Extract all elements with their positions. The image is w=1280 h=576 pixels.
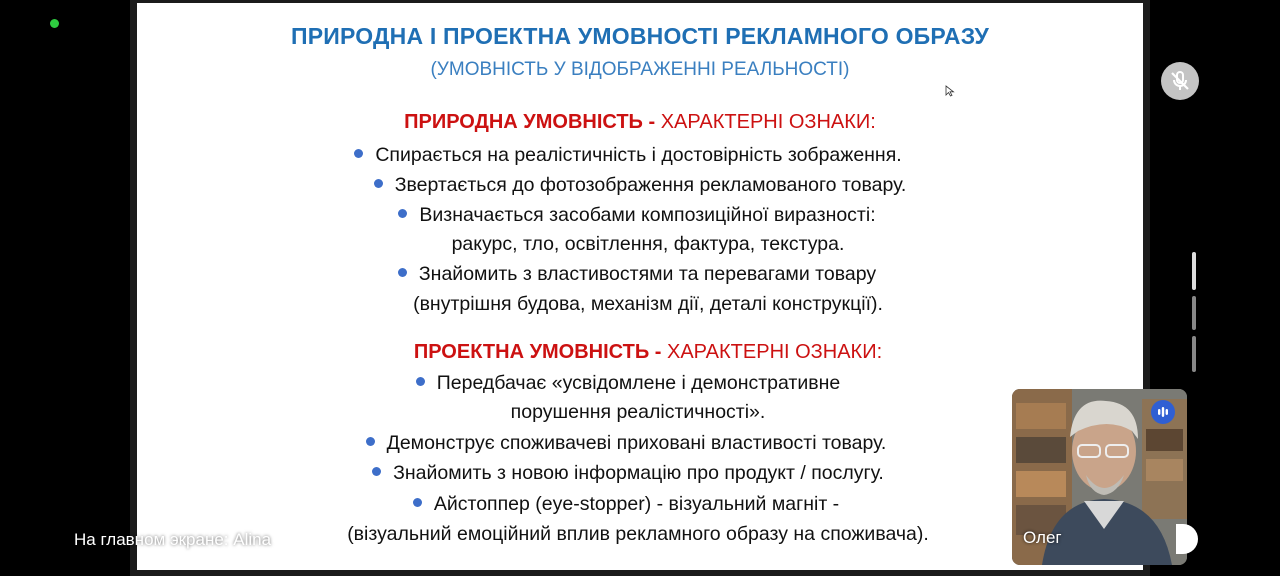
list-item-continuation: ракурс, тло, освітлення, фактура, текстура. — [451, 233, 845, 255]
presentation-slide — [137, 3, 1143, 570]
screen-share-label: На главном экране: Alina — [74, 530, 272, 549]
list-item: Визначається засобами композиційної виразності: — [134, 204, 1140, 227]
list-item: Знайомить з властивостями та перевагами товару — [134, 263, 1140, 286]
slide-subtitle: (УМОВНІСТЬ У ВІДОБРАЖЕННІ РЕАЛЬНОСТІ) — [430, 59, 850, 80]
status-indicator — [50, 19, 59, 28]
scroll-indicator[interactable] — [1192, 252, 1196, 290]
participant-name: Олег — [1023, 528, 1062, 547]
scroll-indicator[interactable] — [1192, 296, 1196, 330]
floating-control[interactable] — [1176, 524, 1198, 554]
bullet-icon — [374, 179, 383, 188]
list-item: Знайомить з новою інформацію про продукт / послугу. — [125, 462, 1131, 485]
list-item-continuation: (візуальний емоційний вплив рекламного образу на споживача). — [347, 523, 929, 545]
slide-title: ПРИРОДНА І ПРОЕКТНА УМОВНОСТІ РЕКЛАМНОГО ОБРАЗУ — [291, 23, 989, 49]
heading-bold: ПРИРОДНА УМОВНІСТЬ - — [404, 111, 656, 133]
mic-toggle-button[interactable] — [1161, 62, 1199, 100]
audio-level-icon — [1151, 400, 1175, 424]
section-heading-project — [145, 341, 1151, 364]
list-item-continuation: порушення реалістичності». — [510, 401, 766, 423]
scroll-indicator[interactable] — [1192, 336, 1196, 372]
list-item: Айстоппер (eye-stopper) - візуальний магніт - — [123, 493, 1129, 516]
list-item: Передбачає «усвідомлене і демонстративне — [125, 372, 1131, 395]
bullet-icon — [416, 377, 425, 386]
bullet-icon — [372, 467, 381, 476]
heading-bold: ПРОЕКТНА УМОВНІСТЬ - — [413, 341, 662, 363]
section-heading-natural — [137, 111, 1143, 134]
list-item: Спирається на реалістичність і достовірність зображення. — [125, 144, 1131, 167]
bullet-icon — [398, 209, 407, 218]
list-item-continuation: (внутрішня будова, механізм дії, деталі конструкції). — [413, 293, 883, 315]
bullet-icon — [398, 268, 407, 277]
bullet-icon — [366, 437, 375, 446]
list-item: Демонструє споживачеві приховані властивості товару. — [123, 432, 1129, 455]
heading-rest: ХАРАКТЕРНІ ОЗНАКИ: — [660, 111, 876, 133]
list-item: Звертається до фотозображення рекламованого товару. — [137, 174, 1143, 197]
bullet-icon — [354, 149, 363, 158]
mic-muted-icon — [1168, 69, 1192, 93]
bullet-icon — [413, 498, 422, 507]
mouse-cursor-icon — [945, 85, 955, 97]
heading-rest: ХАРАКТЕРНІ ОЗНАКИ: — [667, 341, 883, 363]
